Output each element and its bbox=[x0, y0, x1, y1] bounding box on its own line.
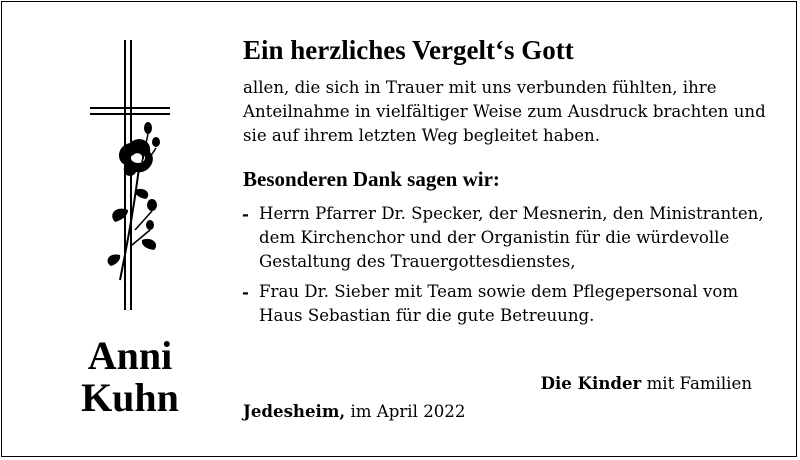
deceased-last-name: Kuhn bbox=[81, 375, 179, 420]
left-column bbox=[40, 30, 220, 440]
place-date bbox=[243, 400, 465, 423]
list-dash: - bbox=[242, 204, 249, 224]
signature-rest: mit Familien bbox=[641, 374, 752, 393]
main-content bbox=[243, 34, 773, 334]
headline: Ein herzliches Vergelt‘s Gott bbox=[243, 35, 574, 65]
list-item-text: Herrn Pfarrer Dr. Specker, der Mesnerin, den Ministranten, dem Kirchenchor und der Organistin für die würdevolle Gestaltung des Trauergottesdienstes, bbox=[259, 204, 764, 271]
signature bbox=[541, 372, 752, 395]
deceased-first-name: Anni bbox=[87, 333, 173, 378]
list-dash: - bbox=[242, 282, 249, 302]
list-item-text: Frau Dr. Sieber mit Team sowie dem Pflegepersonal vom Haus Sebastian für die gute Betreuung. bbox=[259, 282, 739, 325]
list-item bbox=[243, 202, 773, 274]
deceased-name bbox=[40, 335, 220, 419]
date: im April 2022 bbox=[345, 402, 466, 421]
cross-with-rose-icon bbox=[80, 40, 190, 310]
subheadline: Besonderen Dank sagen wir: bbox=[243, 167, 500, 191]
intro-text: allen, die sich in Trauer mit uns verbunden fühlten, ihre Anteilnahme in vielfältiger Weise zum Ausdruck brachten und sie auf ihrem letzten Weg begleitet haben. bbox=[243, 78, 766, 145]
place: Jedesheim, bbox=[243, 401, 346, 421]
signature-bold: Die Kinder bbox=[540, 373, 642, 393]
list-item bbox=[243, 280, 773, 328]
thanks-list bbox=[243, 202, 773, 328]
